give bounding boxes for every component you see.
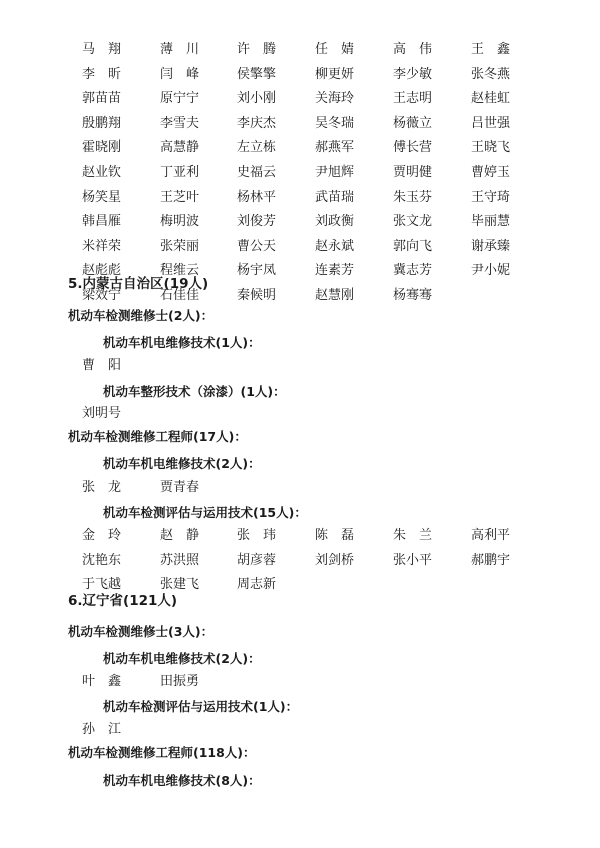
person-name: 陈 磊: [315, 528, 355, 543]
person-name: 张 龙: [82, 480, 122, 495]
name-row: [82, 402, 522, 427]
person-name: 周志新: [237, 577, 277, 593]
person-name: 曹婷玉: [471, 164, 511, 180]
name-row: [82, 354, 522, 379]
person-name: 赵业钦: [82, 164, 122, 180]
person-name: 毕丽慧: [471, 214, 511, 230]
person-name: 苏洪照: [160, 552, 200, 568]
name-row: [82, 476, 522, 501]
category-heading: 机动车检测维修士(2人)：: [68, 308, 214, 323]
person-name: 朱玉芬: [393, 189, 433, 205]
name-row: [82, 210, 522, 235]
subcategory-heading: 机动车机电维修技术(2人)：: [103, 456, 261, 471]
person-name: 沈艳东: [82, 552, 122, 568]
person-name: 殷鹏翔: [82, 115, 122, 131]
person-name: 左立栋: [237, 140, 277, 156]
section-title: 6.辽宁省(121人): [68, 593, 178, 609]
person-name: 张冬燕: [471, 66, 511, 82]
name-row: [82, 718, 522, 743]
person-name: 米祥荣: [82, 238, 122, 254]
name-row: [82, 38, 522, 63]
person-name: 刘明号: [82, 406, 122, 421]
name-list-block-1: [82, 38, 522, 309]
person-name: 吴冬瑞: [315, 115, 355, 131]
person-name: 闫 峰: [160, 66, 200, 82]
person-name: 杨笑星: [82, 189, 122, 205]
person-name: 侯擎擎: [237, 66, 277, 82]
person-name: 高慧静: [160, 140, 200, 156]
name-row: [82, 87, 522, 112]
person-name: 贾明健: [393, 164, 433, 180]
person-name: 任 婧: [315, 42, 355, 57]
person-name: 尹旭辉: [315, 164, 355, 180]
name-list: [82, 524, 522, 598]
name-row: [82, 112, 522, 137]
person-name: 杨林平: [237, 189, 277, 205]
person-name: 赵 静: [160, 528, 200, 543]
person-name: 梅明波: [160, 214, 200, 230]
person-name: 张建飞: [160, 577, 200, 593]
subcategory-heading: 机动车检测评估与运用技术(15人)：: [103, 505, 307, 520]
person-name: 高利平: [471, 528, 511, 543]
person-name: 张文龙: [393, 214, 433, 230]
person-name: 霍晓刚: [82, 140, 122, 156]
name-list: [82, 354, 522, 379]
person-name: 田振勇: [160, 674, 200, 689]
subcategory-heading: 机动车检测评估与运用技术(1人)：: [103, 699, 299, 714]
person-name: 郝鹏宇: [471, 552, 511, 568]
name-list: [82, 402, 522, 427]
person-name: 曹 阳: [82, 358, 122, 373]
person-name: 张小平: [393, 552, 433, 568]
person-name: 李 昕: [82, 66, 122, 82]
name-list: [82, 476, 522, 501]
name-list: [82, 718, 522, 743]
person-name: 赵彪彪: [82, 263, 122, 279]
person-name: 韩昌雁: [82, 214, 122, 230]
section-title: 5.内蒙古自治区(19人): [68, 276, 209, 292]
category-heading: 机动车检测维修士(3人)：: [68, 624, 214, 639]
person-name: 于飞越: [82, 577, 122, 593]
person-name: 王 鑫: [471, 42, 511, 57]
person-name: 曹公天: [237, 238, 277, 254]
person-name: 赵慧刚: [315, 287, 355, 303]
person-name: 郭向飞: [393, 238, 433, 254]
subcategory-heading: 机动车整形技术（涂漆）(1人)：: [103, 384, 286, 399]
person-name: 杨薇立: [393, 115, 433, 131]
person-name: 刘政衡: [315, 214, 355, 230]
person-name: 张荣丽: [160, 238, 200, 254]
person-name: 丁亚利: [160, 164, 200, 180]
person-name: 杨宇凤: [237, 263, 277, 279]
person-name: 程维云: [160, 263, 200, 279]
subcategory-heading: 机动车机电维修技术(8人)：: [103, 773, 261, 788]
person-name: 叶 鑫: [82, 674, 122, 689]
person-name: 刘剑桥: [315, 552, 355, 568]
name-row: [82, 161, 522, 186]
person-name: 杨骞骞: [393, 287, 433, 303]
name-row: [82, 549, 522, 574]
person-name: 关海玲: [315, 91, 355, 107]
person-name: 原宁宁: [160, 91, 200, 107]
person-name: 许 腾: [237, 42, 277, 57]
person-name: 赵桂虹: [471, 91, 511, 107]
person-name: 王守琦: [471, 189, 511, 205]
person-name: 李少敏: [393, 66, 433, 82]
name-row: [82, 670, 522, 695]
person-name: 秦候明: [237, 287, 277, 303]
person-name: 刘小刚: [237, 91, 277, 107]
subcategory-heading: 机动车机电维修技术(2人)：: [103, 651, 261, 666]
person-name: 张 玮: [237, 528, 277, 543]
person-name: 连素芳: [315, 263, 355, 279]
person-name: 马 翔: [82, 42, 122, 57]
name-row: [82, 524, 522, 549]
person-name: 薄 川: [160, 42, 200, 57]
category-heading: 机动车检测维修工程师(17人)：: [68, 429, 247, 444]
person-name: 高 伟: [393, 42, 433, 57]
person-name: 武苗瑞: [315, 189, 355, 205]
name-list: [82, 670, 522, 695]
person-name: 谢承臻: [471, 238, 511, 254]
person-name: 梁效宁: [82, 287, 122, 303]
person-name: 吕世强: [471, 115, 511, 131]
name-row: [82, 63, 522, 88]
person-name: 朱 兰: [393, 528, 433, 543]
person-name: 郭苗苗: [82, 91, 122, 107]
person-name: 李庆杰: [237, 115, 277, 131]
person-name: 柳更妍: [315, 66, 355, 82]
person-name: 孙 江: [82, 722, 122, 737]
name-row: [82, 136, 522, 161]
person-name: 傅长营: [393, 140, 433, 156]
person-name: 赵永斌: [315, 238, 355, 254]
name-row: [82, 186, 522, 211]
person-name: 王志明: [393, 91, 433, 107]
person-name: 冀志芳: [393, 263, 433, 279]
person-name: 尹小妮: [471, 263, 511, 279]
subcategory-heading: 机动车机电维修技术(1人)：: [103, 335, 261, 350]
person-name: 王芝叶: [160, 189, 200, 205]
name-row: [82, 235, 522, 260]
person-name: 石佳佳: [160, 287, 200, 303]
person-name: 胡彦蓉: [237, 552, 277, 568]
person-name: 史福云: [237, 164, 277, 180]
person-name: 王晓飞: [471, 140, 511, 156]
category-heading: 机动车检测维修工程师(118人)：: [68, 745, 256, 760]
person-name: 贾青春: [160, 480, 200, 495]
person-name: 郝燕军: [315, 140, 355, 156]
person-name: 刘俊芳: [237, 214, 277, 230]
person-name: 李雪夫: [160, 115, 200, 131]
person-name: 金 玲: [82, 528, 122, 543]
